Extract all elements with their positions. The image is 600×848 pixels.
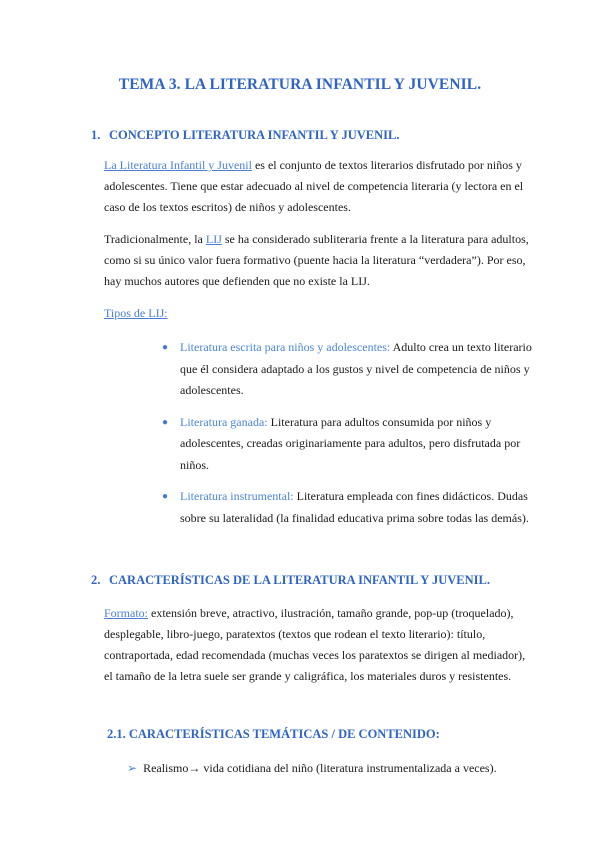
type-desc: Adulto crea un texto literario que él considera adaptado a los gustos y nivel de competencia de niños y adolescentes.: [180, 340, 532, 397]
type-desc: Literatura empleada con fines didácticos. Dudas sobre su lateralidad (la finalidad educativa prima sobre todas las demás).: [180, 489, 529, 525]
type-term: Literatura instrumental:: [180, 489, 294, 503]
bullet-dot-icon: ●: [162, 491, 169, 502]
type-term: Literatura escrita para niños y adolescentes:: [180, 340, 391, 354]
paragraph-definition-text: es el conjunto de textos literarios disfrutado por niños y adolescentes. Tiene que estar adecuado al nivel de competencia literaria (y lectora en el caso de los textos escritos) de niños y adolescentes.: [104, 158, 524, 214]
arrow-bullet-icon: ➢: [127, 761, 138, 775]
paragraph-tradition: [104, 229, 534, 292]
lij-link[interactable]: LIJ: [205, 232, 222, 246]
arrow-item-text: Realismo→ vida cotidiana del niño (literatura instrumentalizada a veces).: [143, 761, 497, 775]
list-item: [160, 486, 532, 529]
types-list: [160, 337, 532, 539]
section-1-heading: [91, 128, 399, 143]
paragraph-tradition-before: Tradicionalmente, la: [104, 232, 206, 246]
format-label-link[interactable]: Formato:: [104, 606, 148, 620]
subsection-heading: 2.1. CARACTERÍSTICAS TEMÁTICAS / DE CONTENIDO:: [107, 727, 440, 741]
bullet-dot-icon: ●: [162, 342, 169, 353]
paragraph-definition: [104, 155, 534, 218]
section-2-number: 2.: [91, 573, 101, 587]
section-2-heading: [91, 573, 490, 588]
type-term: Literatura ganada:: [180, 414, 268, 429]
paragraph-tradition-after: se ha considerado subliteraria frente a la literatura para adultos, como si su único valor fuera formativo (puente hacia la literatura “verdadera”). Por eso, hay muchos autores que defienden que no existe la LIJ.: [104, 232, 529, 288]
types-label-link[interactable]: Tipos de LIJ:: [104, 306, 168, 320]
lij-definition-link[interactable]: La Literatura Infantil y Juvenil: [104, 158, 252, 172]
type-desc: Literatura para adultos consumida por niños y adolescentes, creadas originariamente para adultos, pero disfrutada por niños.: [180, 414, 521, 472]
list-item: [160, 412, 532, 477]
paragraph-format-text: extensión breve, atractivo, ilustración, tamaño grande, pop-up (troquelado), desplegable, libro-juego, paratextos (textos que rodean el texto literario): título, contraportada, edad recomendada (muchas veces los paratextos se dirigen al mediador), el tamaño de la letra suele ser grande y caligráfica, los materiales duros y resistentes.: [104, 606, 526, 683]
list-item: [160, 337, 532, 402]
paragraph-format: [104, 603, 534, 687]
section-1-number: 1.: [91, 128, 101, 142]
page-title: TEMA 3. LA LITERATURA INFANTIL Y JUVENIL.: [118, 76, 482, 93]
section-1-heading-text: CONCEPTO LITERATURA INFANTIL Y JUVENIL.: [109, 128, 400, 142]
bullet-dot-icon: ●: [162, 416, 169, 428]
section-2-heading-text: CARACTERÍSTICAS DE LA LITERATURA INFANTIL Y JUVENIL.: [109, 573, 490, 587]
types-label: [104, 303, 534, 324]
arrow-list-item: [127, 758, 547, 778]
